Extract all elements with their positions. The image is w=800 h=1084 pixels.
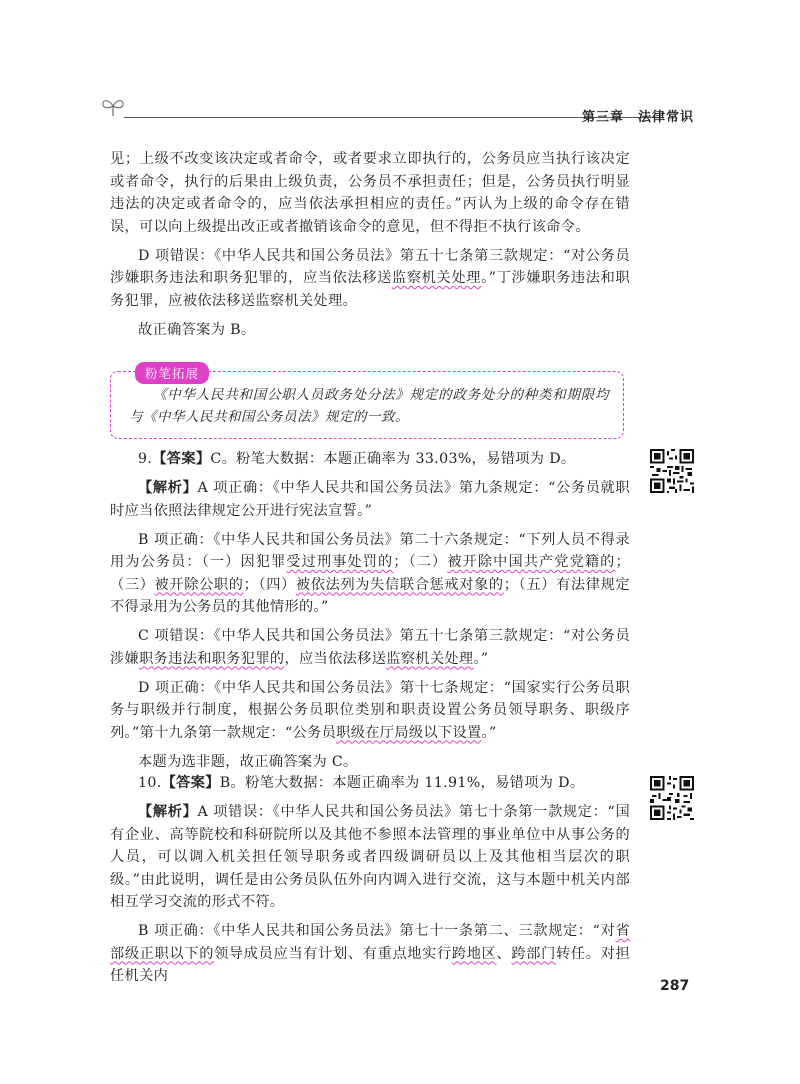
question-9 [110,448,630,780]
question-number: 10. [138,775,162,791]
question-number: 9. [138,451,153,467]
option-c-analysis [110,625,630,670]
option-b-analysis [110,529,630,619]
highlight-text: 被开除中国共产党党籍的 [447,554,616,570]
answer-conclusion: 本题为选非题，故正确答案为 C。 [138,753,358,770]
text-run: ；（四） [243,576,296,593]
text-run: 。” [473,650,489,667]
answer-text: B。粉笔大数据：本题正确率为 11.91%，易错项为 D。 [219,775,585,791]
text-run: 转任。对担任机关内 [110,945,630,984]
leaf-icon [100,96,126,118]
highlight-text: 受过刑事处罚的 [286,554,394,570]
highlight-text: 省部级正职以下的 [110,923,630,962]
paragraph: 见；上级不改变该决定或者命令，或者要求立即执行的，公务员应当执行该决定或者命令，执行的后果由上级负责，公务员不承担责任；但是，公务员执行明显违法的决定或者命令的，应当依法承担相应的责任。”丙认为上级的命令存在错误，可以向上级提出改正或者撤销该命令的意见，但不得拒不执行该命令。 [110,151,630,235]
option-d-analysis [110,677,630,745]
extension-text: 《中华人民共和国公职人员政务处分法》规定的政务处分的种类和期限均与《中华人民共和国公务员法》规定的一致。 [129,387,609,425]
qr-code-icon[interactable] [650,449,694,493]
highlight-text: 跨地区 [451,945,497,962]
highlight-text: 跨部门 [511,945,556,962]
highlight-text: 被依法列为失信联合惩戒对象的 [295,576,504,593]
text-run: 、 [496,945,512,962]
section-q8-continued [110,148,630,348]
text-run: B 项正确：《中华人民共和国公务员法》第七十一条第二、三款规定：“对 [138,923,616,939]
text-run: ，应当依法移送 [284,650,387,667]
analysis-label: 【解析】 [138,804,198,820]
highlight-text: 被开除公职的 [154,576,244,593]
page-number: 287 [660,978,690,994]
text-run: A 项正确：《中华人民共和国公务员法》第九条规定：“公务员就职时应当依照法律规定公开进行宪法宣誓。” [110,480,630,519]
option-a-analysis [110,477,630,522]
question-10 [110,772,630,994]
answer-text: C。粉笔大数据：本题正确率为 33.03%，易错项为 D。 [210,451,576,467]
chapter-number: 第三章 [581,110,624,125]
analysis-label: 【解析】 [138,480,198,496]
option-b-analysis [110,920,630,988]
highlight-text: 监察机关处理 [386,650,474,667]
option-a-analysis [110,801,630,914]
text-run: ；（三） [110,554,630,593]
text-run: ；（二） [393,554,448,570]
extension-box [110,366,624,439]
answer-label: 【答案】 [152,451,211,467]
answer-line [110,772,630,795]
extension-tag: 粉笔拓展 [135,362,209,384]
chapter-title [582,106,694,125]
qr-code-icon[interactable] [650,776,694,820]
answer-conclusion: 故正确答案为 B。 [138,321,256,338]
text-run: ；（五）有法律规定不得录用为公务员的其他情形的。” [110,576,630,615]
answer-label: 【答案】 [161,775,220,791]
text-run: D 项正确：《中华人民共和国公务员法》第十七条规定：“国家实行公务员职务与职级并行制度，根据公务员职位类别和职责设置公务员领导职务、职级序列。”第十九条第一款规定：“公务员 [110,679,630,741]
highlight-text: 监察机关处理 [392,270,482,286]
text-run: 。”丁涉嫌职务违法和职务犯罪，应被依法移送监察机关处理。 [110,270,630,309]
page-header [100,96,700,126]
highlight-text: 职务违法和职务犯罪的 [139,650,285,667]
text-run: 领导成员应当有计划、有重点地实行 [214,945,452,962]
text-run: C 项错误：《中华人民共和国公务员法》第五十七条第三款规定：“对公务员涉嫌 [110,628,630,667]
highlight-text: 职级在厅局级以下设置 [336,724,482,741]
paragraph-d [110,245,630,313]
text-run: D 项错误：《中华人民共和国公务员法》第五十七条第三款规定：“对公务员涉嫌职务违法和职务犯罪的，应当依法移送 [110,247,630,286]
text-run: A 项错误：《中华人民共和国公务员法》第七十条第一款规定：“国有企业、高等院校和科研院所以及其他不参照本法管理的事业单位中从事公务的人员，可以调入机关担任领导职务或者四级调研员以上及其他相当层次的职级。”由此说明，调任是由公务员队伍外向内调入进行交流，这与本题中机关内部相互学习交流的形式不符。 [110,804,630,910]
text-run: B 项正确：《中华人民共和国公务员法》第二十六条规定：“下列人员不得录用为公务员：（一）因犯罪 [110,531,630,570]
chapter-name: 法律常识 [637,110,694,125]
answer-line [110,448,630,471]
text-run: 。” [481,724,497,741]
